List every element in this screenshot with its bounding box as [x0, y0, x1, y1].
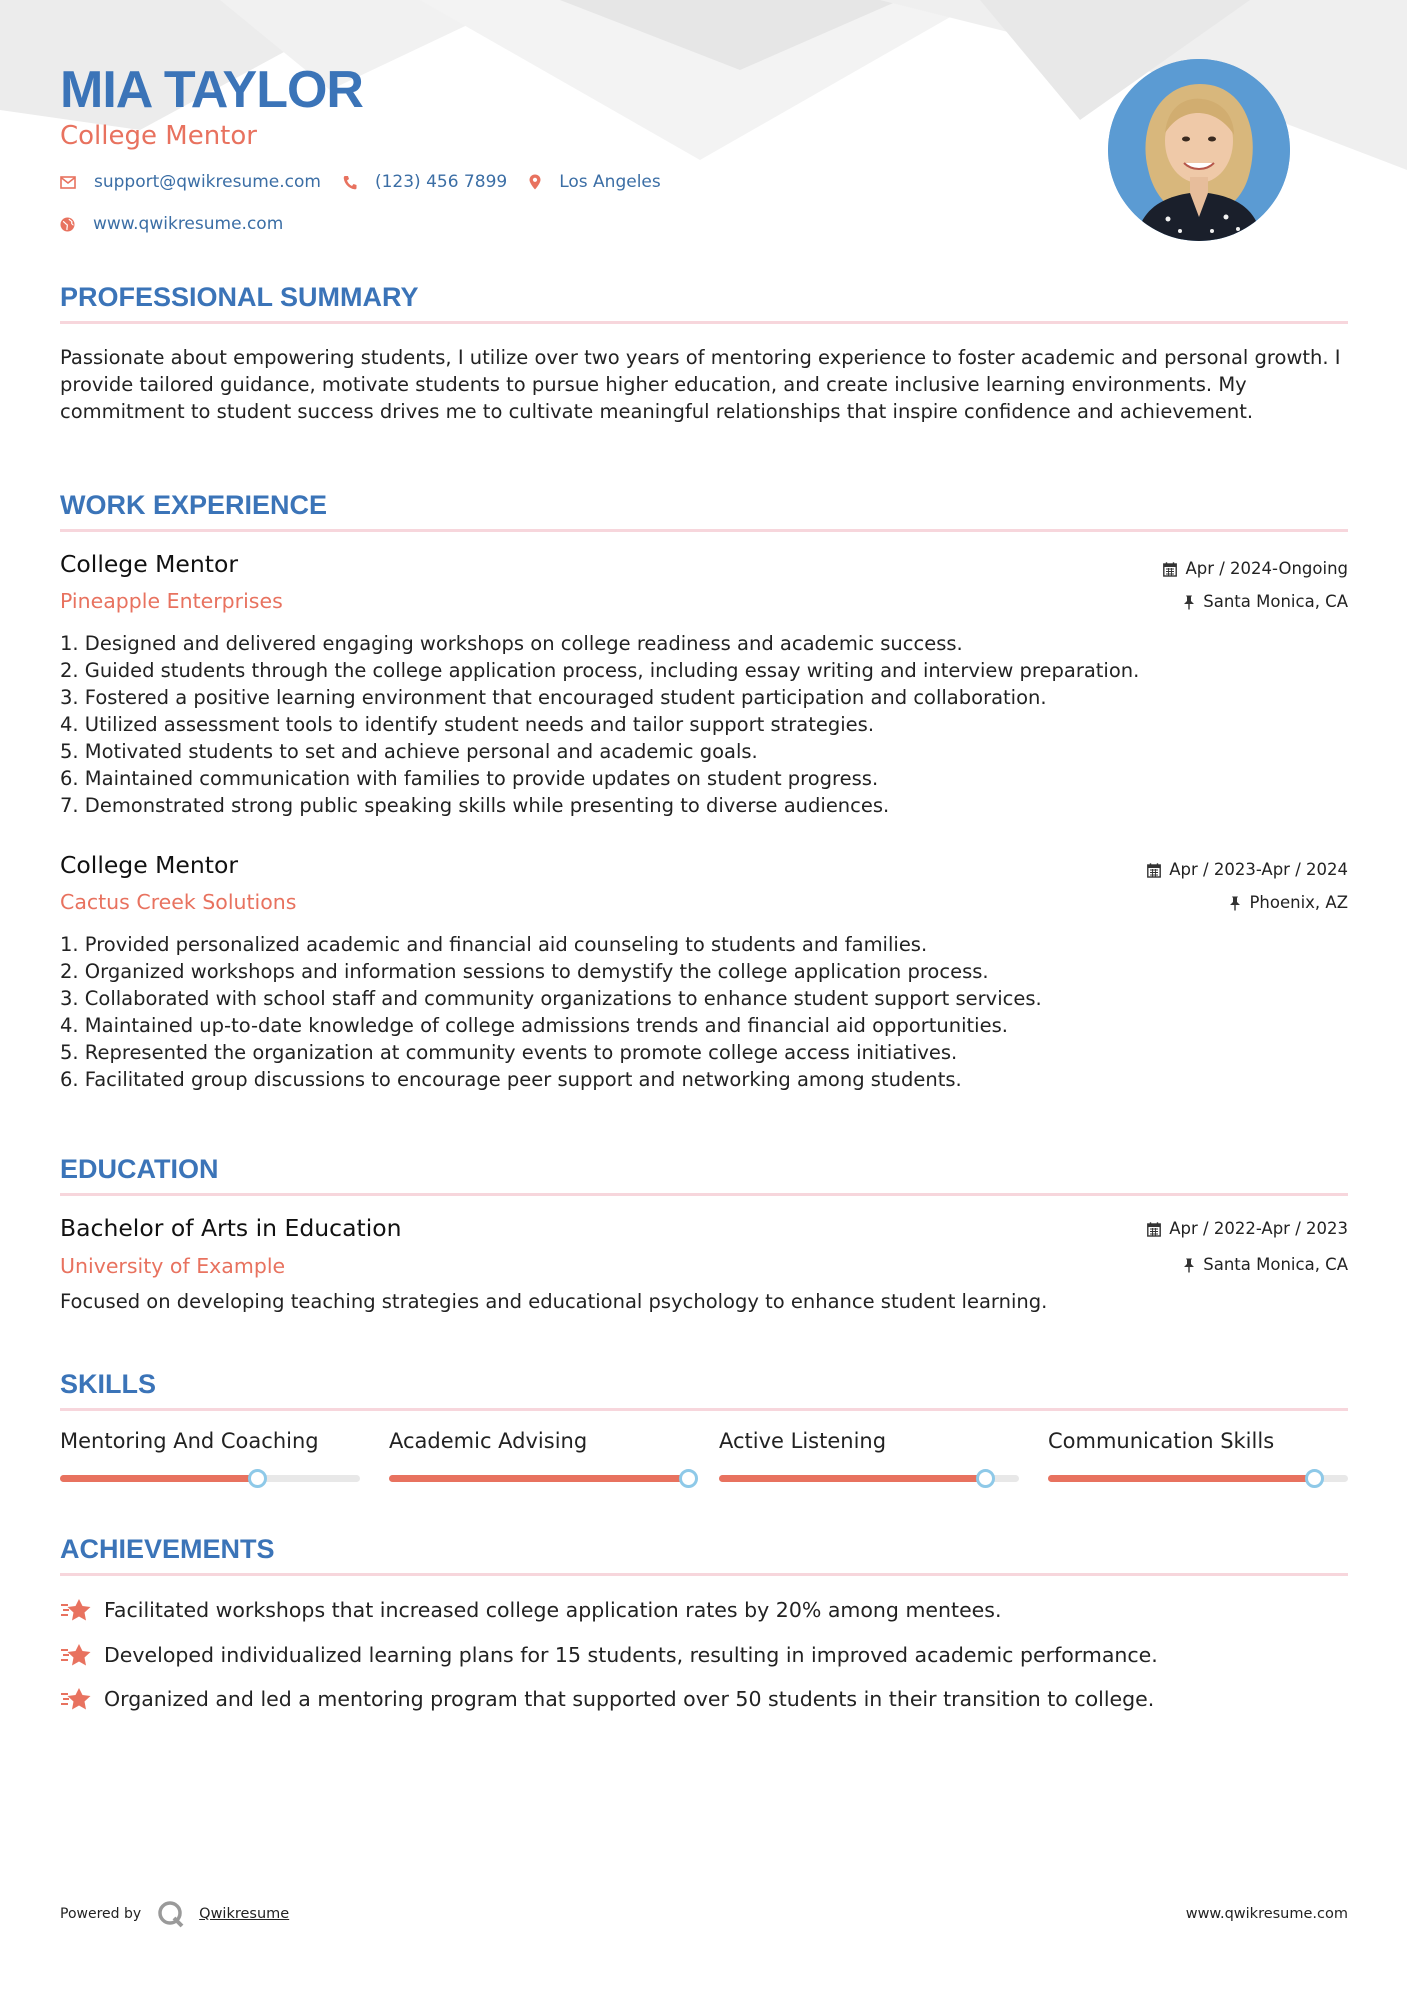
envelope-icon [60, 176, 76, 189]
education-dates [1147, 1218, 1348, 1240]
star-icon [60, 1686, 92, 1712]
education-location-text: Santa Monica, CA [1203, 1255, 1348, 1274]
education-degree: Bachelor of Arts in Education [60, 1214, 402, 1242]
education-dates-text: Apr / 2022-Apr / 2023 [1169, 1219, 1348, 1238]
calendar-icon [1163, 562, 1177, 577]
job-title: College Mentor [60, 851, 239, 879]
summary-text: Passionate about empowering students, I utilize over two years of mentoring experience to foster academic and personal growth. I provide tailored guidance, motivate students to pursue higher education, and create inclusive learning environments. My commitment to student success drives me to cultivate meaningful relationships that inspire confidence and achievement. [60, 346, 1341, 423]
profile-photo [1108, 59, 1290, 241]
contact-phone[interactable] [343, 172, 507, 192]
contact-website[interactable] [60, 214, 283, 234]
list-item: 3. Collaborated with school staff and community organizations to enhance student support services. [60, 987, 1042, 1010]
skill-item [389, 1427, 689, 1482]
achievement-item [60, 1641, 1158, 1669]
skill-bar-knob [248, 1469, 267, 1488]
job-dates-text: Apr / 2024-Ongoing [1185, 559, 1348, 578]
section-divider [60, 1193, 1348, 1196]
map-pin-icon [529, 174, 541, 190]
job-location [1229, 892, 1348, 914]
calendar-icon [1147, 863, 1161, 878]
list-item: 2. Guided students through the college application process, including essay writing and interview preparation. [60, 659, 1140, 682]
education-location [1183, 1254, 1348, 1276]
list-item: 4. Utilized assessment tools to identify student needs and tailor support strategies. [60, 713, 875, 736]
section-divider [60, 1408, 1348, 1411]
job-location-text: Santa Monica, CA [1203, 592, 1348, 611]
contact-row-website [60, 214, 305, 234]
contact-row [60, 172, 683, 192]
job-bullets [60, 931, 1348, 1093]
job-location [1183, 591, 1348, 613]
skill-label: Communication Skills [1048, 1429, 1275, 1453]
section-divider [60, 1573, 1348, 1576]
job-dates-text: Apr / 2023-Apr / 2024 [1169, 860, 1348, 879]
qwikresume-link[interactable]: Qwikresume [199, 1906, 290, 1922]
list-item: 6. Facilitated group discussions to encourage peer support and networking among students. [60, 1068, 962, 1091]
job-bullets [60, 630, 1348, 819]
skill-label: Active Listening [719, 1429, 887, 1453]
job-title: College Mentor [60, 550, 239, 578]
skill-bar [389, 1475, 689, 1482]
pushpin-icon [1183, 595, 1195, 610]
portrait-illustration [1108, 59, 1290, 241]
education-school: University of Example [60, 1254, 286, 1278]
powered-by-label: Powered by [60, 1906, 142, 1922]
skill-label: Academic Advising [389, 1429, 588, 1453]
skill-bar-knob [1305, 1469, 1324, 1488]
list-item: 4. Maintained up-to-date knowledge of college admissions trends and financial aid opportunities. [60, 1014, 1008, 1037]
skill-item [60, 1427, 360, 1482]
skill-bar [719, 1475, 1019, 1482]
list-item: 6. Maintained communication with families to provide updates on student progress. [60, 767, 879, 790]
phone-icon [343, 175, 357, 190]
list-item: 2. Organized workshops and information sessions to demystify the college application process. [60, 960, 989, 983]
achievement-text: Developed individualized learning plans for 15 students, resulting in improved academic performance. [104, 1643, 1158, 1667]
star-icon [60, 1597, 92, 1623]
skill-bar-fill [719, 1475, 986, 1482]
job-company: Cactus Creek Solutions [60, 890, 297, 914]
pushpin-icon [1229, 896, 1241, 911]
section-title-achievements: ACHIEVEMENTS [60, 1534, 275, 1564]
job-dates [1163, 558, 1348, 580]
job-dates [1147, 859, 1348, 881]
star-icon [60, 1642, 92, 1668]
skill-item [1048, 1427, 1348, 1482]
skill-bar-fill [1048, 1475, 1315, 1482]
job-company: Pineapple Enterprises [60, 589, 283, 613]
candidate-name: MIA TAYLOR [60, 61, 363, 119]
list-item: 7. Demonstrated strong public speaking skills while presenting to diverse audiences. [60, 794, 890, 817]
section-divider [60, 529, 1348, 532]
contact-location [529, 172, 661, 192]
list-item: 5. Represented the organization at community events to promote college access initiatives. [60, 1041, 958, 1064]
skill-bar [1048, 1475, 1348, 1482]
contact-email[interactable] [60, 172, 321, 192]
skill-bar-knob [976, 1469, 995, 1488]
section-title-education: EDUCATION [60, 1154, 219, 1184]
globe-icon [60, 217, 75, 232]
achievement-text: Facilitated workshops that increased college application rates by 20% among mentees. [104, 1598, 1002, 1622]
email-text: support@qwikresume.com [94, 172, 321, 192]
skill-item [719, 1427, 1019, 1482]
job-location-text: Phoenix, AZ [1249, 893, 1348, 912]
skill-bar [60, 1475, 360, 1482]
website-text: www.qwikresume.com [93, 214, 284, 234]
list-item: 3. Fostered a positive learning environment that encouraged student participation and collaboration. [60, 686, 1047, 709]
list-item: 5. Motivated students to set and achieve personal and academic goals. [60, 740, 758, 763]
skill-bar-fill [389, 1475, 689, 1482]
calendar-icon [1147, 1222, 1161, 1237]
section-title-skills: SKILLS [60, 1369, 157, 1399]
pushpin-icon [1183, 1258, 1195, 1273]
section-divider [60, 321, 1348, 324]
section-title-summary: PROFESSIONAL SUMMARY [60, 282, 419, 312]
skill-bar-knob [679, 1469, 698, 1488]
education-description: Focused on developing teaching strategies and educational psychology to enhance student learning. [60, 1290, 1048, 1313]
achievement-text: Organized and led a mentoring program that supported over 50 students in their transition to college. [104, 1687, 1155, 1711]
achievement-item [60, 1685, 1154, 1713]
footer-site-link[interactable]: www.qwikresume.com [1185, 1906, 1348, 1922]
section-title-experience: WORK EXPERIENCE [60, 490, 328, 520]
qwikresume-logo-icon [157, 1900, 185, 1928]
list-item: 1. Designed and delivered engaging workshops on college readiness and academic success. [60, 632, 963, 655]
skill-bar-fill [60, 1475, 258, 1482]
list-item: 1. Provided personalized academic and financial aid counseling to students and families. [60, 933, 928, 956]
phone-text: (123) 456 7899 [374, 172, 508, 192]
location-text: Los Angeles [559, 172, 661, 192]
footer-powered-by [60, 1900, 289, 1928]
achievement-item [60, 1596, 1002, 1624]
candidate-role: College Mentor [60, 121, 257, 151]
skill-label: Mentoring And Coaching [60, 1429, 319, 1453]
